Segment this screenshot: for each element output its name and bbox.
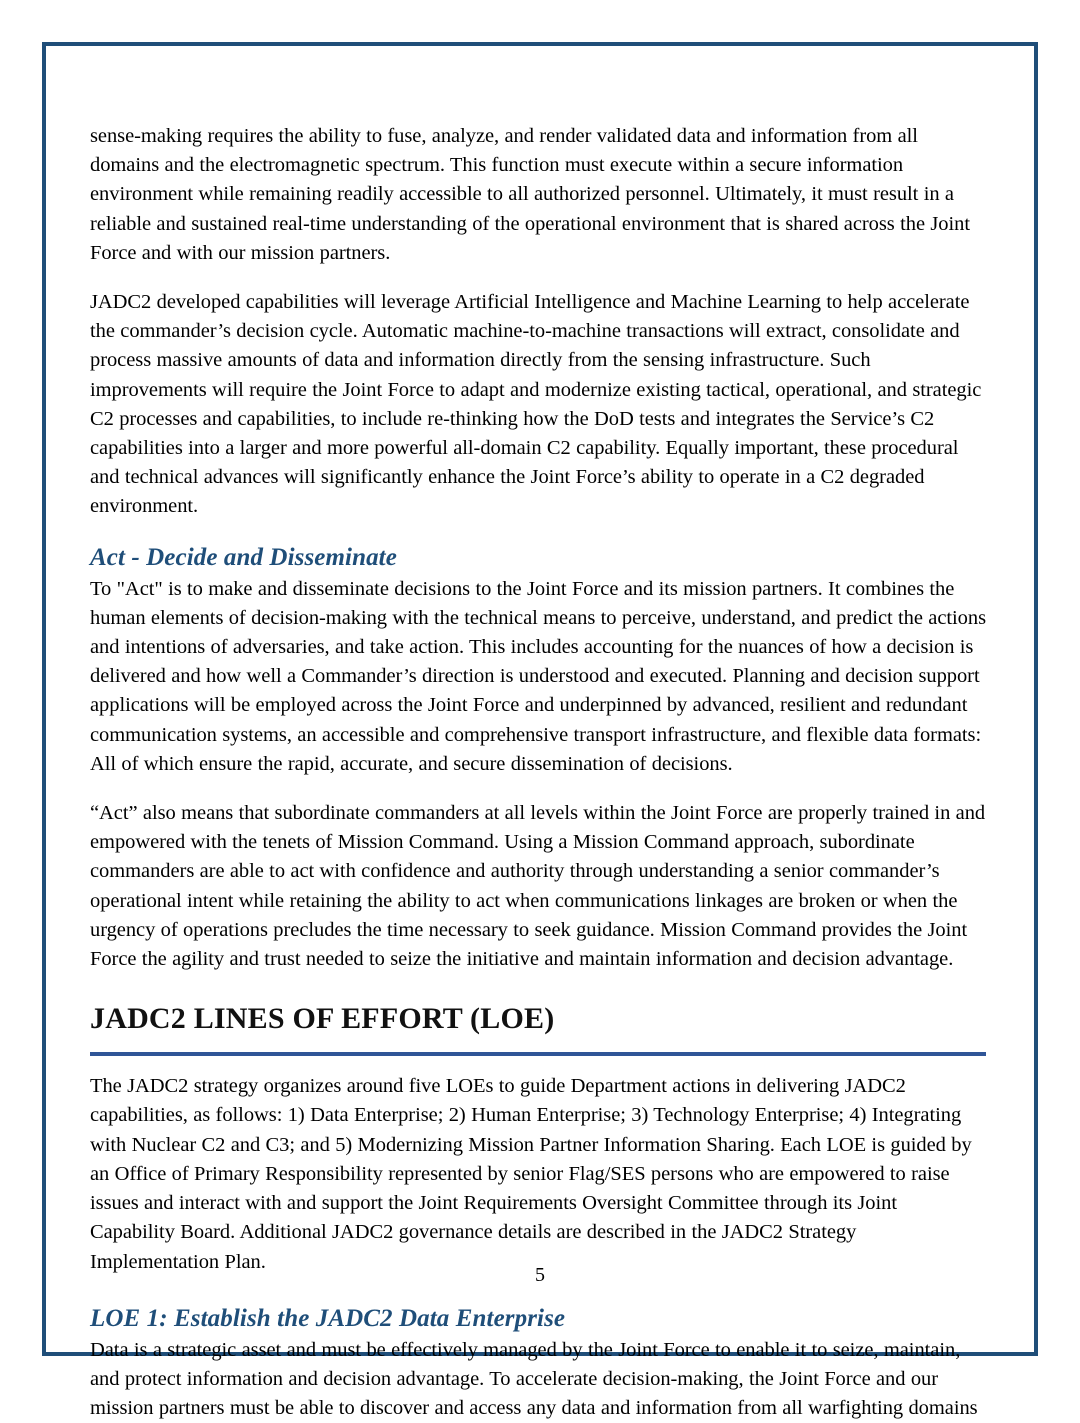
page-number: 5	[535, 1264, 545, 1286]
paragraph-jadc2-capabilities: JADC2 developed capabilities will leverage Artificial Intelligence and Machine Learning to help accelerate the commander’s decision cycle. Automatic machine-to-machine transactions will extract, consolidate and process massive amounts of data and information directly from the sensing infrastructure. Such improvements will require the Joint Force to adapt and modernize existing tactical, operational, and strategic C2 processes and capabilities, to include re-thinking how the DoD tests and integrates the Service’s C2 capabilities into a larger and more powerful all-domain C2 capability. Equally important, these procedural and technical advances will significantly enhance the Joint Force’s ability to operate in a C2 degraded environment.	[90, 291, 982, 518]
heading-act-decide-and-disseminate: Act - Decide and Disseminate	[90, 543, 397, 571]
paragraph-loe-overview: The JADC2 strategy organizes around five LOEs to guide Department actions in delivering JADC2 capabilities, as follows: 1) Data Enterprise; 2) Human Enterprise; 3) Technology Enterprise; 4) Integrating with Nuclear C2 and C3; and 5) Modernizing Mission Partner Information Sharing. Each LOE is guided by an Office of Primary Responsibility represented by senior Flag/SES persons who are empowered to raise issues and interact with and support the Joint Requirements Oversight Committee through its Joint Capability Board. Additional JADC2 governance details are described in the JADC2 Strategy Implementation Plan.	[90, 1075, 972, 1273]
loe1-block	[90, 1303, 986, 1423]
heading-loe1-data-enterprise: LOE 1: Establish the JADC2 Data Enterprise	[90, 1304, 566, 1332]
paragraph-act-definition: To "Act" is to make and disseminate decisions to the Joint Force and its mission partners. It combines the human elements of decision-making with the technical means to perceive, understand, and predict the actions and intentions of adversaries, and take action. This includes accounting for the nuances of how a decision is delivered and how well a Commander’s direction is understood and executed. Planning and decision support applications will be employed across the Joint Force and underpinned by advanced, resilient and redundant communication systems, an accessible and comprehensive transport infrastructure, and flexible data formats: All of which ensure the rapid, accurate, and secure dissemination of decisions.	[90, 577, 986, 775]
heading-divider-rule	[90, 1052, 986, 1056]
paragraph-loe1-data-asset: Data is a strategic asset and must be effectively managed by the Joint Force to enable it to seize, maintain, and protect information and decision advantage. To accelerate decision-making, the Joint Force and our mission partners must be able to discover and access any data and information from all warfighting domains	[90, 1338, 978, 1420]
heading-jadc2-lines-of-effort: JADC2 LINES OF EFFORT (LOE)	[90, 1002, 555, 1036]
major-heading-block	[90, 1000, 986, 1056]
paragraph-sense-making: sense-making requires the ability to fuse, analyze, and render validated data and information from all domains and the electromagnetic spectrum. This function must execute within a secure information environment while remaining readily accessible to all authorized personnel. Ultimately, it must result in a reliable and sustained real-time understanding of the operational environment that is shared across the Joint Force and with our mission partners.	[90, 125, 970, 264]
paragraph-act-mission-command: “Act” also means that subordinate commanders at all levels within the Joint Force are properly trained in and empowered with the tenets of Mission Command. Using a Mission Command approach, subordinate commanders are able to act with confidence and authority through understanding a senior commander’s operational intent while retaining the ability to act when communications linkages are broken or when the urgency of operations precludes the time necessary to seek guidance. Mission Command provides the Joint Force the agility and trust needed to seize the initiative and maintain information and decision advantage.	[90, 802, 986, 971]
page-content	[90, 122, 986, 1423]
